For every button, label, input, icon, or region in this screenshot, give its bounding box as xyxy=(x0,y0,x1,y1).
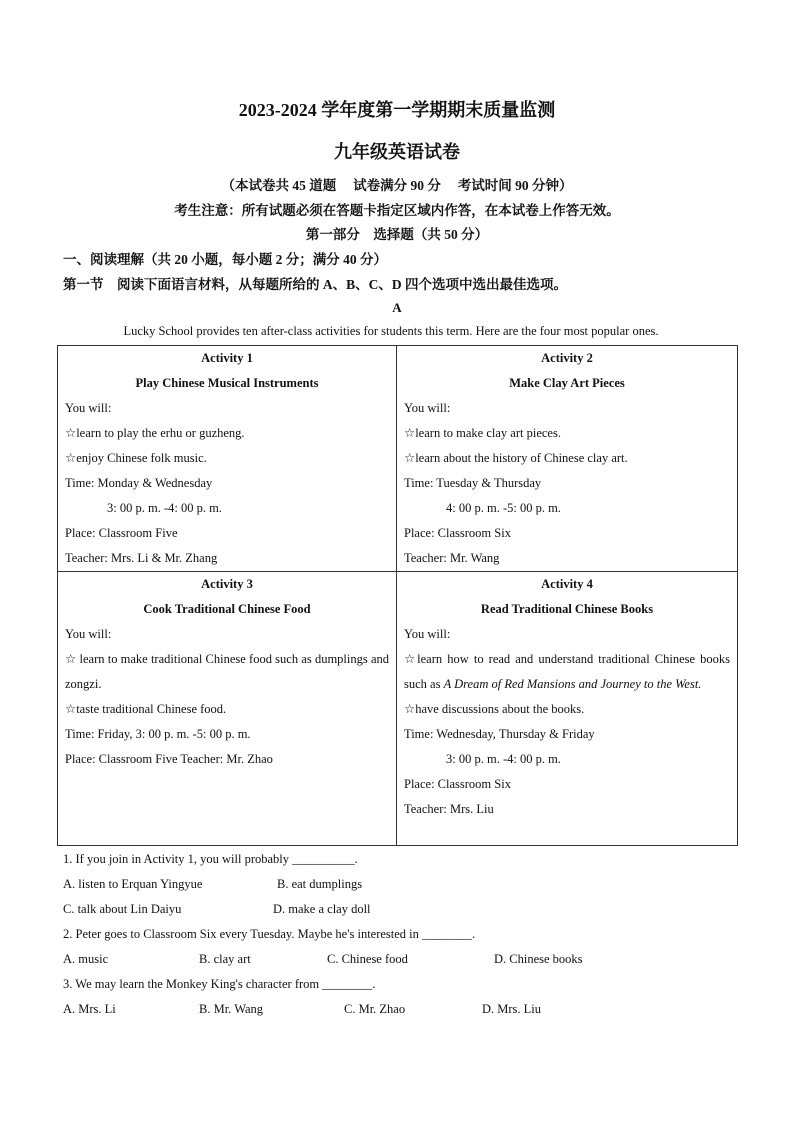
passage-letter: A xyxy=(392,300,402,315)
activity-teacher: Teacher: Mrs. Liu xyxy=(404,802,494,816)
activity-item: ☆have discussions about the books. xyxy=(404,702,585,716)
option-row xyxy=(63,872,743,897)
activity-item xyxy=(404,647,730,697)
activity-time-range: 4: 00 p. m. -5: 00 p. m. xyxy=(446,501,561,515)
exam-notice: 考生注意：所有试题必须在答题卡指定区域内作答，在本试卷上作答无效。 xyxy=(174,203,620,218)
activity-place: Place: Classroom Five xyxy=(65,526,178,540)
activity-cell-4 xyxy=(397,572,738,846)
table-row xyxy=(58,572,738,846)
you-will-label: You will: xyxy=(404,627,451,641)
activity-item: ☆ learn to make traditional Chinese food such as dumplings and zongzi. xyxy=(65,652,389,691)
activity-name: Read Traditional Chinese Books xyxy=(480,602,654,616)
activity-number: Activity 3 xyxy=(201,577,253,591)
option-b: B. eat dumplings xyxy=(277,877,363,891)
option-row xyxy=(63,997,743,1022)
activity-time: Time: Friday, 3: 00 p. m. -5: 00 p. m. xyxy=(65,727,251,741)
option-row xyxy=(63,947,743,972)
option-c: C. Mr. Zhao xyxy=(344,1002,406,1016)
activity-name: Make Clay Art Pieces xyxy=(509,376,625,390)
option-a: A. listen to Erquan Yingyue xyxy=(63,877,203,891)
activity-place-teacher: Place: Classroom Five Teacher: Mr. Zhao xyxy=(65,752,273,766)
option-b: B. Mr. Wang xyxy=(199,1002,264,1016)
book-titles: A Dream of Red Mansions and Journey to the West. xyxy=(443,677,702,691)
activity-item: ☆learn about the history of Chinese clay art. xyxy=(404,451,628,465)
exam-info: （本试卷共 45 道题 试卷满分 90 分 考试时间 90 分钟） xyxy=(221,178,573,193)
option-c: C. talk about Lin Daiyu xyxy=(63,902,182,916)
section-instructions: 第一节 阅读下面语言材料，从每题所给的 A、B、C、D 四个选项中选出最佳选项。 xyxy=(63,277,568,292)
activity-number: Activity 4 xyxy=(541,577,593,591)
option-b: B. clay art xyxy=(199,952,251,966)
activities-table xyxy=(57,345,738,846)
option-row xyxy=(63,897,743,922)
table-row xyxy=(58,346,738,572)
activity-time: Time: Monday & Wednesday xyxy=(65,476,213,490)
activity-time: Time: Wednesday, Thursday & Friday xyxy=(404,727,595,741)
activity-teacher: Teacher: Mr. Wang xyxy=(404,551,500,565)
question-stem: 2. Peter goes to Classroom Six every Tuesday. Maybe he's interested in ________. xyxy=(63,927,476,941)
activity-number: Activity 2 xyxy=(541,351,593,365)
activity-time-range: 3: 00 p. m. -4: 00 p. m. xyxy=(107,501,222,515)
activity-name: Cook Traditional Chinese Food xyxy=(143,602,311,616)
option-d: D. Mrs. Liu xyxy=(482,1002,542,1016)
you-will-label: You will: xyxy=(65,401,112,415)
part-heading: 第一部分 选择题（共 50 分） xyxy=(305,227,489,242)
activity-item: ☆learn to play the erhu or guzheng. xyxy=(65,426,245,440)
activity-item: ☆enjoy Chinese folk music. xyxy=(65,451,207,465)
activity-cell-2 xyxy=(397,346,738,572)
activity-time-range: 3: 00 p. m. -4: 00 p. m. xyxy=(446,752,561,766)
you-will-label: You will: xyxy=(65,627,112,641)
section-heading: 一、阅读理解（共 20 小题，每小题 2 分；满分 40 分） xyxy=(63,252,387,267)
activity-place: Place: Classroom Six xyxy=(404,777,511,791)
activity-name: Play Chinese Musical Instruments xyxy=(135,376,319,390)
activity-item-text: ☆learn how to read and understand traditional Chinese books such as xyxy=(404,652,730,691)
option-a: A. Mrs. Li xyxy=(63,1002,116,1016)
questions xyxy=(63,847,743,1022)
activity-place: Place: Classroom Six xyxy=(404,526,511,540)
activity-item: ☆learn to make clay art pieces. xyxy=(404,426,561,440)
question-stem: 3. We may learn the Monkey King's character from ________. xyxy=(63,977,376,991)
activity-time: Time: Tuesday & Thursday xyxy=(404,476,542,490)
activity-cell-3 xyxy=(58,572,397,846)
option-c: C. Chinese food xyxy=(327,952,408,966)
passage-intro: Lucky School provides ten after-class activities for students this term. Here are the four most popular ones. xyxy=(123,324,659,338)
option-a: A. music xyxy=(63,952,109,966)
option-d: D. make a clay doll xyxy=(273,902,371,916)
exam-title: 2023-2024 学年度第一学期期末质量监测 xyxy=(238,100,556,120)
you-will-label: You will: xyxy=(404,401,451,415)
question-stem: 1. If you join in Activity 1, you will probably __________. xyxy=(63,852,358,866)
activity-cell-1 xyxy=(58,346,397,572)
option-d: D. Chinese books xyxy=(494,952,583,966)
activity-number: Activity 1 xyxy=(201,351,253,365)
activity-item: ☆taste traditional Chinese food. xyxy=(65,702,227,716)
exam-subtitle: 九年级英语试卷 xyxy=(334,142,460,162)
activity-teacher: Teacher: Mrs. Li & Mr. Zhang xyxy=(65,551,218,565)
